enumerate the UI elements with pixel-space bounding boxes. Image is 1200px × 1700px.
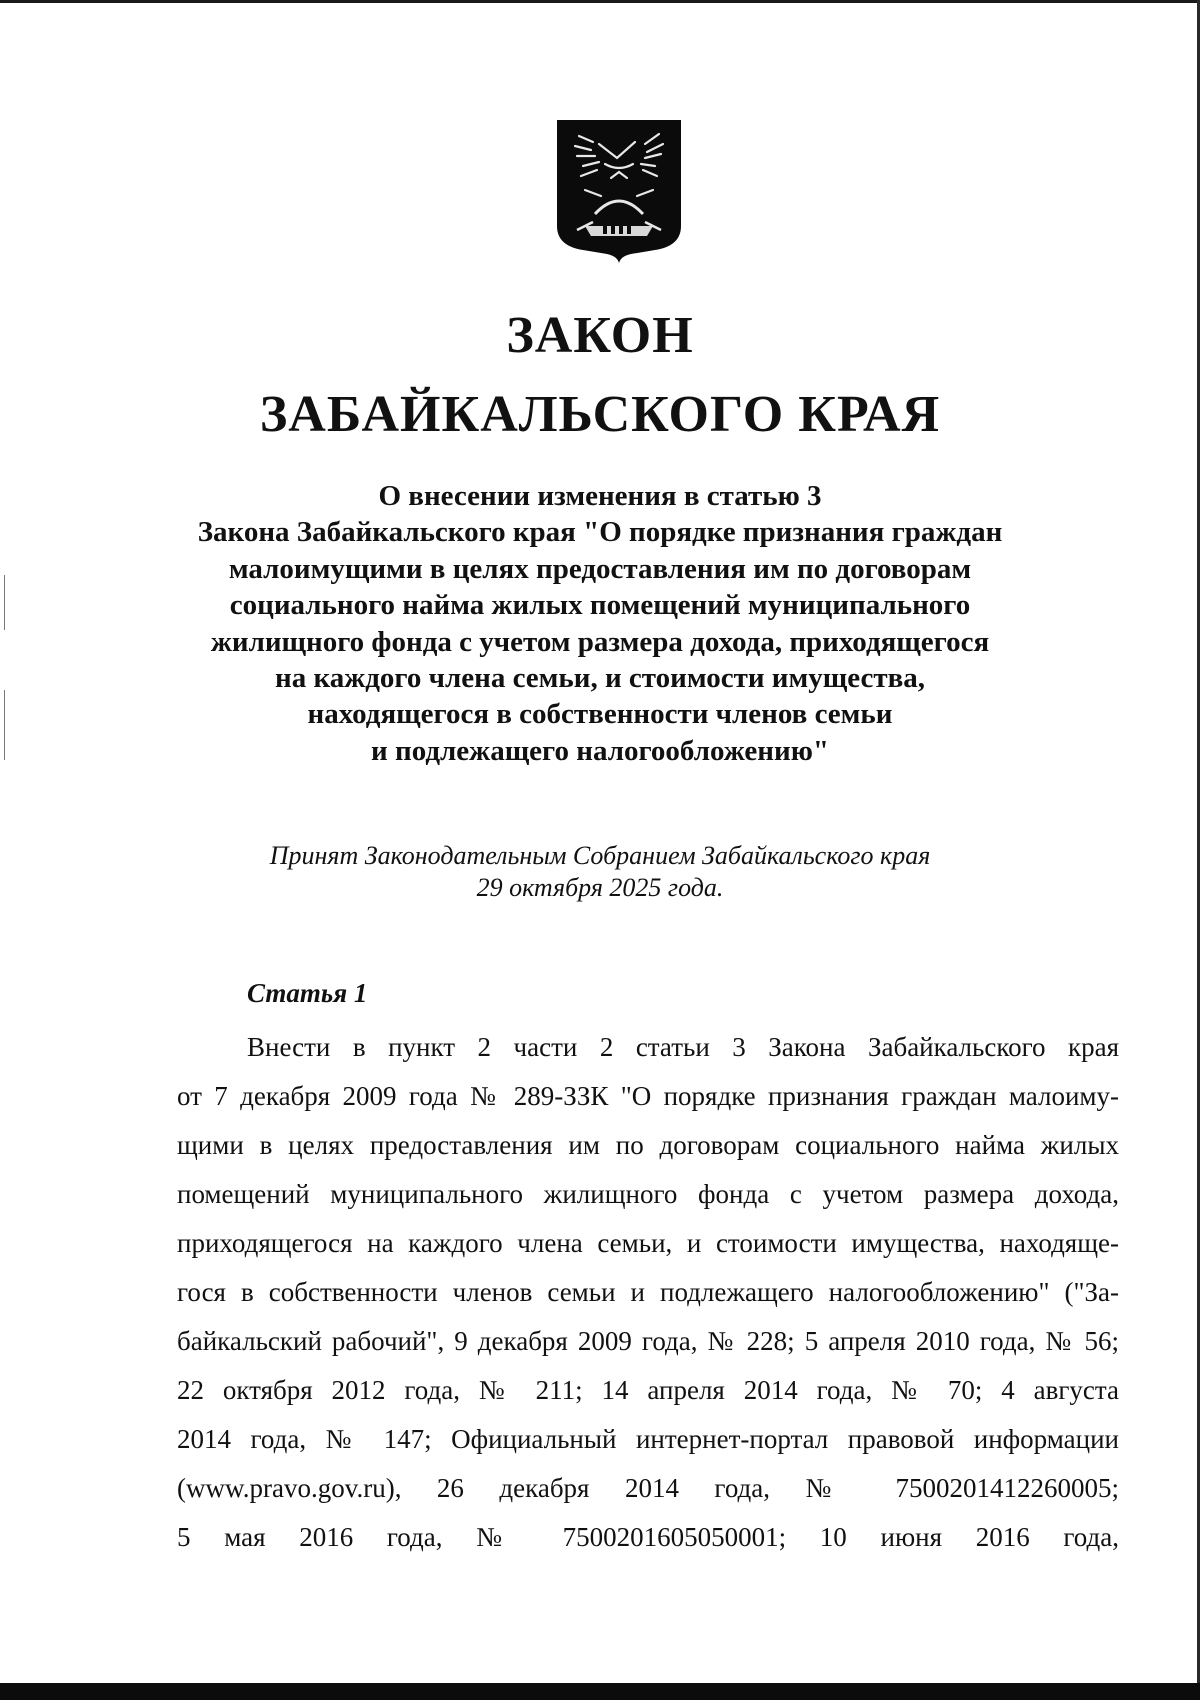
article-text-line: щими в целях предоставления им по договорам социального найма жилых — [177, 1130, 1119, 1160]
article-text-line: 2014 года, № 147; Официальный интернет-портал правовой информации — [177, 1424, 1119, 1454]
subject-line: О внесении изменения в статью 3 — [378, 480, 822, 512]
subject-line: и подлежащего налогообложению" — [371, 734, 829, 767]
coat-of-arms-icon — [555, 118, 683, 264]
subject-line: социального найма жилых помещений муниципального — [229, 589, 971, 622]
article-text-line: 22 октября 2012 года, № 211; 14 апреля 2014 года, № 70; 4 августа — [177, 1375, 1119, 1405]
adoption-line: Принят Законодательным Собранием Забайкальского края — [269, 841, 931, 870]
subject-line: малоимущими в целях предоставления им по договорам — [228, 552, 972, 585]
article-text-line: байкальский рабочий", 9 декабря 2009 года, № 228; 5 апреля 2010 года, № 56; — [177, 1326, 1119, 1356]
article-text-line: гося в собственности членов семьи и подлежащего налогообложению" ("За- — [177, 1277, 1119, 1307]
scan-border-top — [0, 0, 1200, 3]
article-text-line: Внести в пункт 2 части 2 статьи 3 Закона Забайкальского края — [247, 1032, 1119, 1062]
subject-line: находящегося в собственности членов семьи — [307, 698, 893, 731]
article-text-line: помещений муниципального жилищного фонда с учетом размера дохода, — [177, 1179, 1119, 1209]
article-text-line: (www.pravo.gov.ru), 26 декабря 2014 года, № 7500201412260005; — [177, 1473, 1119, 1503]
article-text-line: 5 мая 2016 года, № 7500201605050001; 10 июня 2016 года, — [177, 1522, 1119, 1552]
law-region-title: ЗАБАЙКАЛЬСКОГО КРАЯ — [259, 386, 941, 443]
subject-line: жилищного фонда с учетом размера дохода, приходящегося — [210, 625, 990, 658]
article-text-line: приходящегося на каждого члена семьи, и стоимости имущества, находяще- — [177, 1228, 1119, 1258]
article-heading: Статья 1 — [247, 978, 368, 1008]
adoption-note — [0, 840, 1200, 904]
article-text-line: от 7 декабря 2009 года № 289-ЗЗК "О порядке признания граждан малоиму- — [177, 1081, 1119, 1111]
law-title: ЗАКОН — [506, 307, 694, 364]
scan-border-bottom — [0, 1683, 1200, 1700]
adoption-date: 29 октября 2025 года. — [476, 873, 724, 902]
law-subject — [0, 478, 1200, 769]
subject-line: на каждого члена семьи, и стоимости имущества, — [274, 662, 926, 695]
subject-line: Закона Забайкальского края "О порядке признания граждан — [197, 516, 1003, 549]
